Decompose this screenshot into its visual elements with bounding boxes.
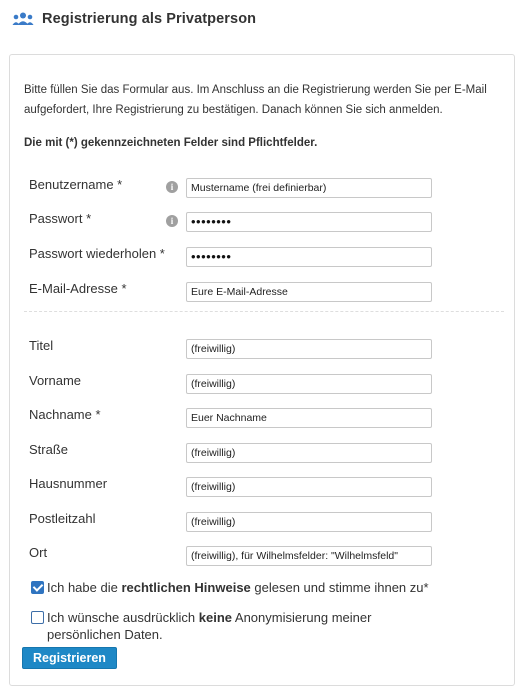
password-repeat-label: Passwort wiederholen *	[29, 246, 165, 261]
legal-consent-row[interactable]	[29, 579, 429, 596]
section-divider	[24, 311, 504, 312]
legal-notes-link[interactable]: rechtlichen Hinweise	[121, 580, 251, 595]
street-input[interactable]: (freiwillig)	[186, 443, 432, 463]
lastname-label: Nachname *	[29, 407, 101, 422]
housenumber-label: Hausnummer	[29, 476, 108, 491]
register-button[interactable]: Registrieren	[22, 647, 117, 669]
title-input[interactable]: (freiwillig)	[186, 339, 432, 359]
password-label: Passwort *	[29, 211, 92, 226]
required-note: Die mit (*) gekennzeichneten Felder sind Pflichtfelder.	[24, 137, 318, 149]
firstname-input[interactable]: (freiwillig)	[186, 374, 432, 394]
anonymize-row[interactable]	[29, 609, 429, 643]
legal-consent-checkbox[interactable]	[31, 581, 44, 594]
page-title: Registrierung als Privatperson	[42, 11, 257, 27]
info-icon[interactable]: i	[166, 215, 178, 227]
zip-label: Postleitzahl	[29, 511, 96, 526]
city-label: Ort	[29, 545, 48, 560]
page-header	[12, 8, 256, 30]
lastname-input[interactable]: Euer Nachname	[186, 408, 432, 428]
anonymize-checkbox[interactable]	[31, 611, 44, 624]
legal-consent-label: Ich habe die rechtlichen Hinweise gelesen und stimme ihnen zu*	[47, 580, 429, 595]
housenumber-input[interactable]: (freiwillig)	[186, 477, 432, 497]
email-input[interactable]: Eure E-Mail-Adresse	[186, 282, 432, 302]
title-label: Titel	[29, 338, 54, 353]
password-input[interactable]: ••••••••	[186, 212, 432, 232]
anonymize-label: Ich wünsche ausdrücklich keine Anonymisierung meiner persönlichen Daten.	[47, 610, 372, 642]
email-label: E-Mail-Adresse *	[29, 281, 127, 296]
intro-text: Bitte füllen Sie das Formular aus. Im Anschluss an die Registrierung werden Sie per E-Mail aufgefordert, Ihre Registrierung zu bestätigen. Danach können Sie sich anmelden.	[24, 84, 487, 116]
street-label: Straße	[29, 442, 69, 457]
zip-input[interactable]: (freiwillig)	[186, 512, 432, 532]
info-icon[interactable]: i	[166, 181, 178, 193]
username-input[interactable]: Mustername (frei definierbar)	[186, 178, 432, 198]
city-input[interactable]: (freiwillig), für Wilhelmsfelder: "Wilhelmsfeld"	[186, 546, 432, 566]
users-icon	[12, 11, 34, 27]
firstname-label: Vorname	[29, 373, 82, 388]
username-label: Benutzername *	[29, 177, 123, 192]
password-repeat-input[interactable]: ••••••••	[186, 247, 432, 267]
